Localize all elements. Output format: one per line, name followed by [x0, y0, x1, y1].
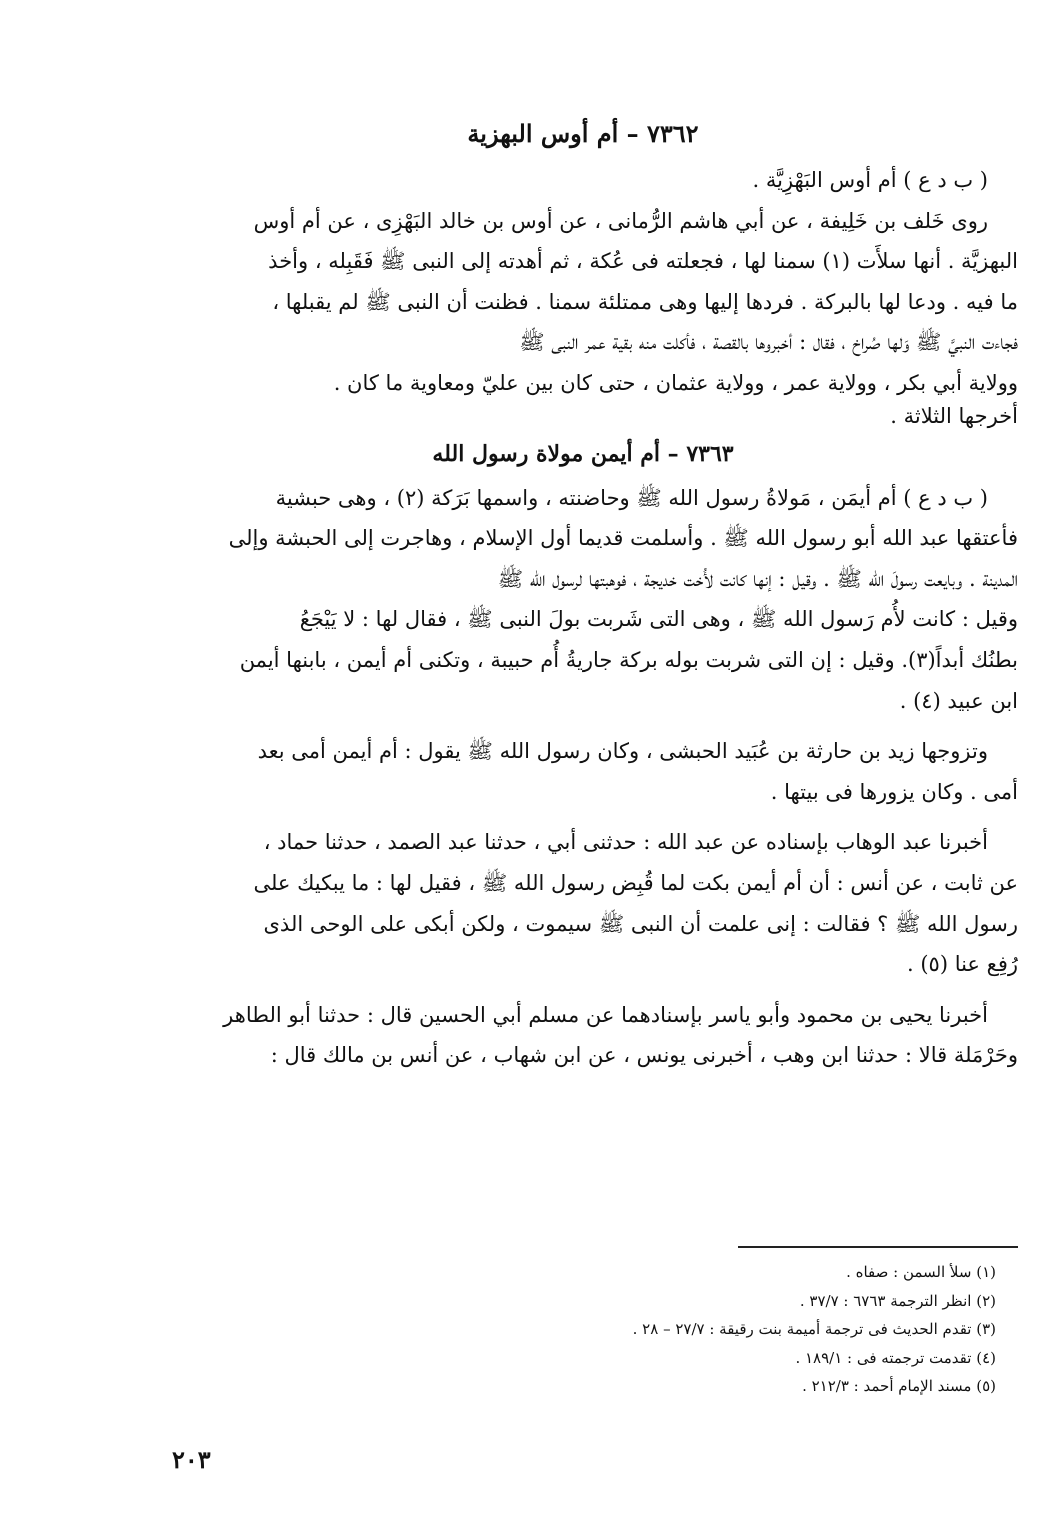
- text-line: فجاءت النبيَّ ﷺ وَلها صُراخ ، فقال : أخبروها بالقصة ، فأكلت منه بقية عمر النبى ﷺ: [519, 330, 1018, 355]
- footnote: (٤) تقدمت ترجمته فى : ١٨٩/١ .: [795, 1348, 996, 1367]
- entry-7363-para-2: [148, 731, 1018, 812]
- text-line: ابن عبيد (٤) .: [899, 688, 1018, 713]
- text-line: بطنُك أبداً(٣). وقيل : إن التى شربت بوله بركة جاريةُ أُم حبيبة ، وتكنى أم أيمن ، بابنها أيمن: [239, 647, 1018, 672]
- entry-heading-7362: ٧٣٦٢ – أم أوس البهزية: [467, 119, 699, 148]
- text-line: وحَرْمَلة قالا : حدثنا ابن وهب ، أخبرنى يونس ، عن ابن شهاب ، عن أنس بن مالك قال :: [270, 1043, 1018, 1068]
- text-line: رسول الله ﷺ ؟ فقالت : إنى علمت أن النبى ﷺ سيموت ، ولكن أبكى على الوحى الذى: [263, 911, 1018, 936]
- footnote: (٢) انظر الترجمة ٦٧٦٣ : ٣٧/٧ .: [799, 1291, 996, 1310]
- text-line: ما فيه . ودعا لها بالبركة . فردها إليها وهى ممتلئة سمنا . فظنت أن النبى ﷺ لم يقبلها ،: [272, 289, 1018, 314]
- footnotes: [296, 1258, 996, 1401]
- entry-7363-para-3: [148, 822, 1018, 984]
- entry-7362-body: [148, 160, 1018, 428]
- footnote: (٣) تقدم الحديث فى ترجمة أميمة بنت رقيقة : ٢٧/٧ – ٢٨ .: [632, 1320, 996, 1338]
- text-line: المدينة . وبايعت رسولَ الله ﷺ . وقيل : إنها كانت لأُخت خديجة ، فوهبتها لرسول الله ﷺ: [497, 566, 1018, 591]
- entry-7363-para-4: [148, 995, 1018, 1076]
- text-line: روى خَلف بن خَلِيفة ، عن أبي هاشم الرُّمانى ، عن أوس بن خالد البَهْزِى ، عن أم أوس: [253, 208, 988, 233]
- footnote: (٥) مسند الإمام أحمد : ٢١٢/٣ .: [802, 1377, 996, 1395]
- text-line: وقيل : كانت لأُم رَسول الله ﷺ ، وهى التى شَربت بولَ النبى ﷺ ، فقال لها : لا يَيْجَعُ: [299, 607, 1018, 632]
- text-line: وولاية أبي بكر ، وولاية عمر ، وولاية عثمان ، حتى كان بين عليّ ومعاوية ما كان .: [333, 370, 1018, 395]
- footnote-divider: [738, 1246, 1018, 1248]
- text-line: أمى . وكان يزورها فى بيتها .: [770, 779, 1018, 804]
- entry-heading-7363: ٧٣٦٣ – أم أيمن مولاة رسول الله: [432, 440, 734, 467]
- page-number: ٢٠٣: [172, 1445, 211, 1474]
- text-line: ( ب د ع ) أم أوس البَهْزِيَّة .: [752, 168, 988, 192]
- text-line: ( ب د ع ) أم أيمَن ، مَولاةُ رسول الله ﷺ وحاضنته ، واسمها بَرَكة (٢) ، وهى حبشية: [275, 485, 988, 510]
- text-line: رُفِع عنا (٥) .: [907, 952, 1018, 977]
- text-line: فأعتقها عبد الله أبو رسول الله ﷺ . وأسلمت قديما أول الإسلام ، وهاجرت إلى الحبشة وإلى: [228, 526, 1018, 551]
- text-line: أخبرنا يحيى بن محمود وأبو ياسر بإسنادهما عن مسلم أبي الحسين قال : حدثنا أبو الطاهر: [223, 1002, 988, 1027]
- book-page: [148, 110, 1018, 1490]
- text-line: وتزوجها زيد بن حارثة بن عُبَيد الحبشى ، وكان رسول الله ﷺ يقول : أم أيمن أمى بعد: [257, 739, 988, 764]
- text-line: أخبرنا عبد الوهاب بإسناده عن عبد الله : حدثنى أبي ، حدثنا عبد الصمد ، حدثنا حماد ،: [263, 830, 988, 855]
- footnote: (١) سلأ السمن : صفاه .: [846, 1263, 996, 1281]
- text-line: البهزيَّة . أنها سلأَت (١) سمنا لها ، فجعلته فى عُكة ، ثم أهدته إلى النبى ﷺ فَقَبِله ، وأخذ: [268, 249, 1018, 274]
- text-line: عن ثابت ، عن أنس : أن أم أيمن بكت لما قُبِض رسول الله ﷺ ، فقيل لها : ما يبكيك على: [253, 870, 1018, 895]
- entry-7363-para-1: [148, 478, 1018, 722]
- text-line: أخرجها الثلاثة .: [890, 403, 1018, 428]
